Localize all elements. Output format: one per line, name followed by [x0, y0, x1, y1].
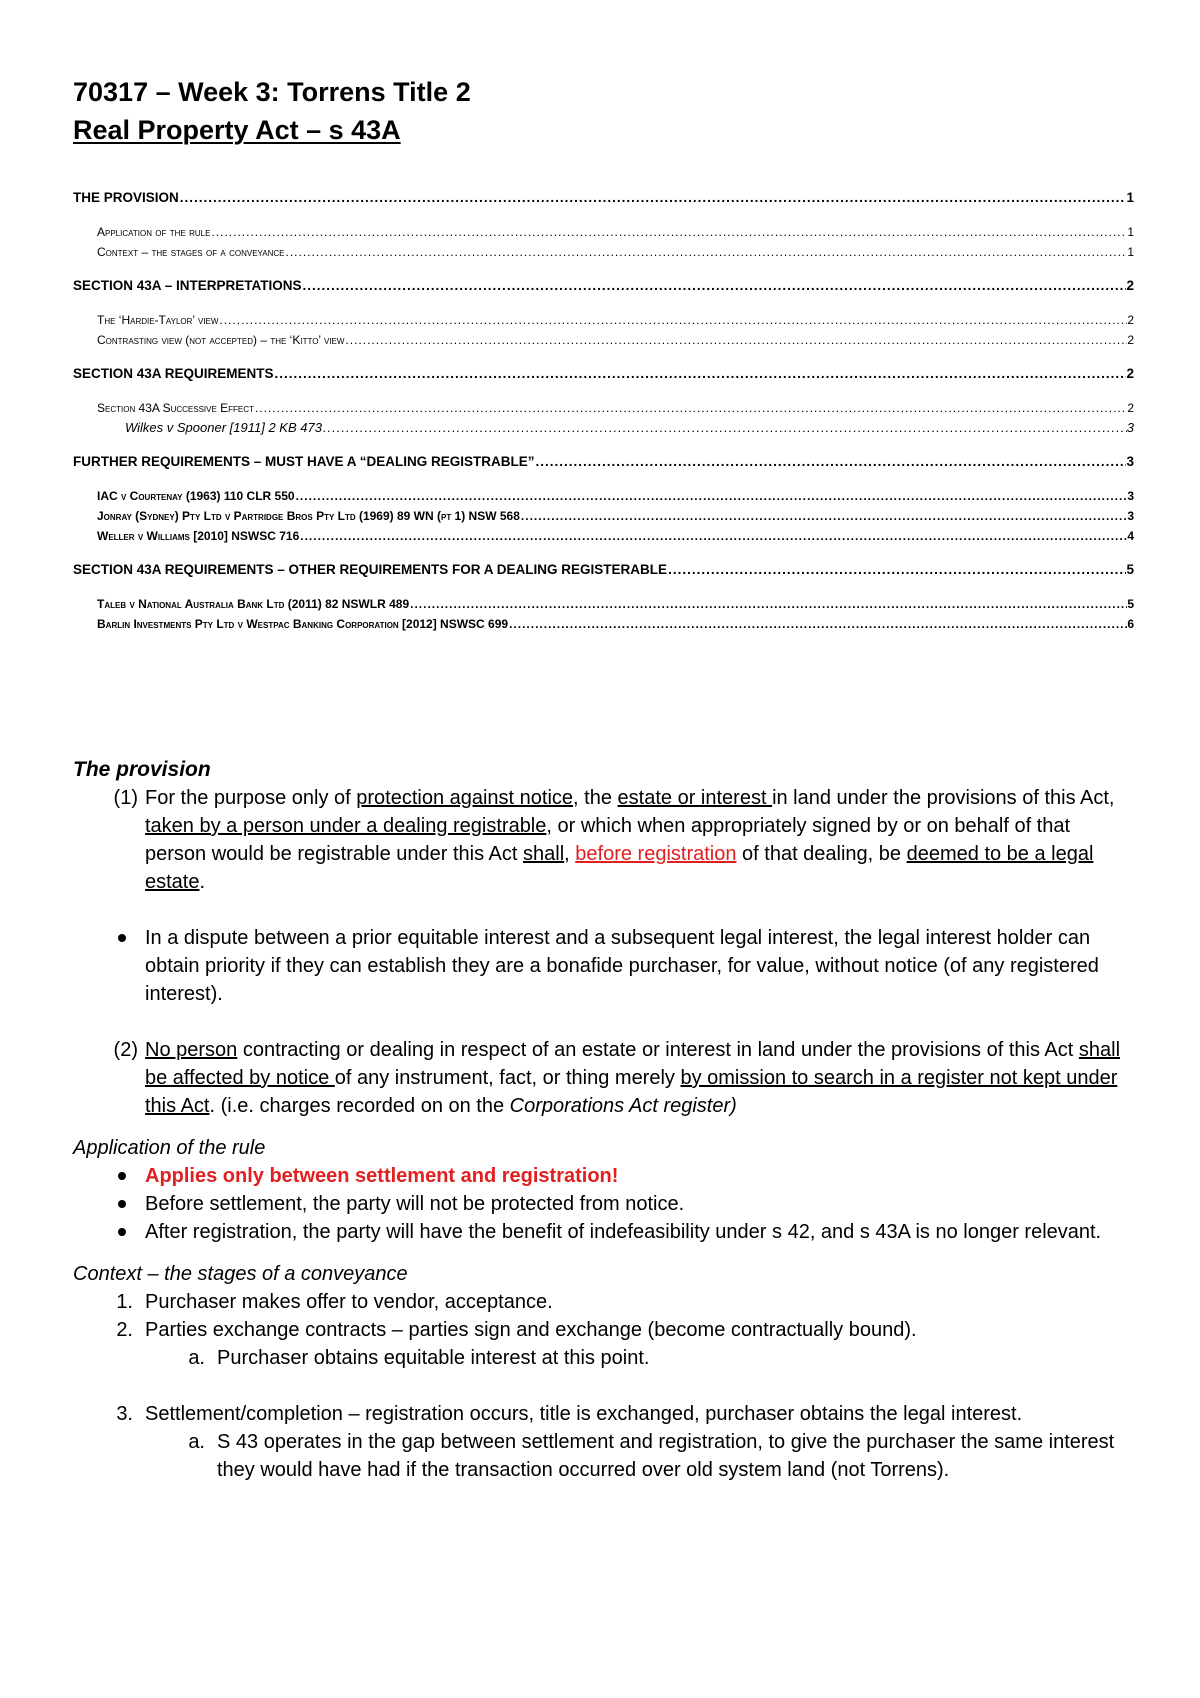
- list-item: Applies only between settlement and registration!: [73, 1162, 1134, 1190]
- list-item: 2. Parties exchange contracts – parties sign and exchange (become contractually bound).: [116, 1319, 917, 1341]
- toc-entry[interactable]: IAC v Courtenay (1963) 110 CLR 550 ..... 3: [73, 486, 1134, 506]
- document-body: [73, 756, 1134, 1484]
- toc-entry[interactable]: SECTION 43A REQUIREMENTS ..... 2: [73, 364, 1134, 384]
- list-item: After registration, the party will have the benefit of indefeasibility under s 42, and s 43A is no longer relevant.: [73, 1218, 1134, 1246]
- toc-entry[interactable]: FURTHER REQUIREMENTS – MUST HAVE A “DEALING REGISTRABLE” ..... 3: [73, 452, 1134, 472]
- bullet-icon: [73, 1190, 145, 1218]
- toc-entry[interactable]: SECTION 43A REQUIREMENTS – OTHER REQUIREMENTS FOR A DEALING REGISTERABLE ..... 5: [73, 560, 1134, 580]
- section-heading-provision: The provision: [73, 758, 211, 781]
- toc-entry[interactable]: Jonray (Sydney) Pty Ltd v Partridge Bros Pty Ltd (1969) 89 WN (pt 1) NSW 568 ..... 3: [73, 506, 1134, 526]
- toc-entry[interactable]: SECTION 43A – INTERPRETATIONS ..... 2: [73, 276, 1134, 296]
- toc-entry[interactable]: The ‘Hardie-Taylor’ view ..... 2: [73, 310, 1134, 330]
- table-of-contents: [73, 188, 1134, 634]
- list-item: Before settlement, the party will not be protected from notice.: [73, 1190, 1134, 1218]
- provision-subsection-2: [73, 1036, 1134, 1120]
- provision-subsection-1: [73, 784, 1134, 896]
- section-heading-context: Context – the stages of a conveyance: [73, 1263, 408, 1285]
- document-title: 70317 – Week 3: Torrens Title 2: [73, 77, 471, 107]
- document-subtitle: Real Property Act – s 43A: [73, 115, 401, 145]
- bullet-icon: [73, 924, 145, 1008]
- section-heading-application: Application of the rule: [73, 1137, 266, 1159]
- bullet-icon: [73, 1162, 145, 1190]
- list-item: In a dispute between a prior equitable interest and a subsequent legal interest, the legal interest holder can obtain priority if they can establish they are a bonafide purchaser, for value, without notice (of any registered interest).: [73, 924, 1134, 1008]
- list-item: 3. Settlement/completion – registration occurs, title is exchanged, purchaser obtains the legal interest.: [116, 1403, 1023, 1425]
- subsection-text: No person contracting or dealing in respect of an estate or interest in land under the provisions of this Act shall be affected by notice of any instrument, fact, or thing merely by omission to search in a register not kept under this Act. (i.e. charges recorded on on the Corporations Act register): [145, 1039, 1121, 1117]
- toc-entry[interactable]: Weller v Williams [2010] NSWSC 716 ..... 4: [73, 526, 1134, 546]
- toc-entry[interactable]: THE PROVISION ..... 1: [73, 188, 1134, 208]
- bullet-icon: [73, 1218, 145, 1246]
- toc-entry[interactable]: Application of the rule ..... 1: [73, 222, 1134, 242]
- list-item: a. S 43 operates in the gap between settlement and registration, to give the purchaser the same interest they would have had if the transaction occurred over old system land (not Torrens).: [188, 1431, 1115, 1481]
- subsection-number: (2): [113, 1039, 138, 1061]
- list-item: a. Purchaser obtains equitable interest at this point.: [188, 1347, 650, 1369]
- subsection-text: For the purpose only of protection against notice, the estate or interest in land under the provisions of this Act, taken by a person under a dealing registrable, or which when appropriately signed by or on behalf of that person would be registrable under this Act shall, before registration of that dealing, be deemed to be a legal estate.: [145, 787, 1115, 893]
- toc-entry[interactable]: Section 43A Successive Effect ..... 2: [73, 398, 1134, 418]
- toc-entry[interactable]: Barlin Investments Pty Ltd v Westpac Banking Corporation [2012] NSWSC 699 ..... 6: [73, 614, 1134, 634]
- toc-entry[interactable]: Taleb v National Australia Bank Ltd (2011) 82 NSWLR 489 ..... 5: [73, 594, 1134, 614]
- toc-entry[interactable]: Contrasting view (not accepted) – the ‘Kitto’ view ..... 2: [73, 330, 1134, 350]
- toc-entry[interactable]: Wilkes v Spooner [1911] 2 KB 473 ..... 3: [73, 418, 1134, 438]
- subsection-number: (1): [113, 787, 138, 809]
- list-item: 1. Purchaser makes offer to vendor, acceptance.: [116, 1291, 553, 1313]
- toc-entry[interactable]: Context – the stages of a conveyance ..... 1: [73, 242, 1134, 262]
